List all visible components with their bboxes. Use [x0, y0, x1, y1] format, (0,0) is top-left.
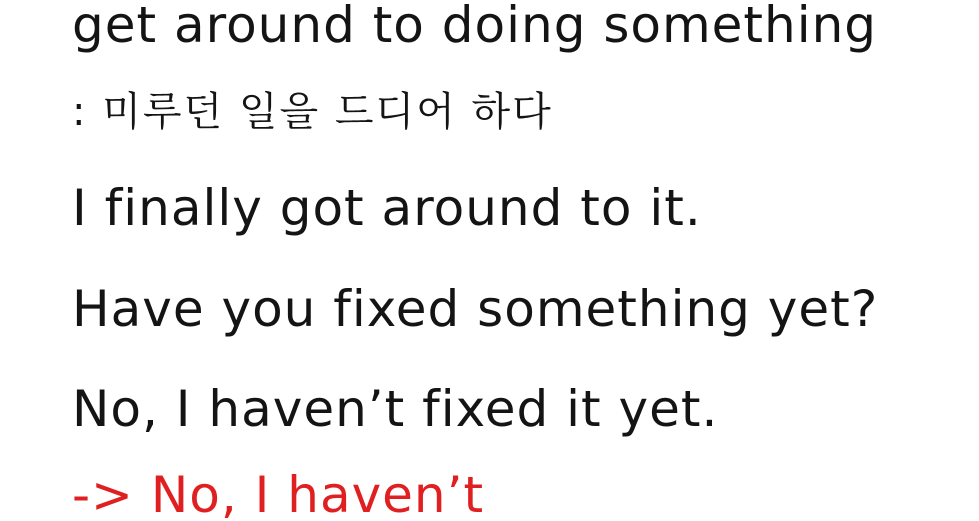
example-sentence-line: I finally got around to it. [72, 179, 702, 237]
answer-line: No, I haven’t fixed it yet. [72, 380, 719, 438]
correction-line: -> No, I haven’t [72, 466, 485, 521]
expression-line: get around to doing something [72, 0, 878, 54]
question-line: Have you fixed something yet? [72, 280, 879, 338]
meaning-line: : 미루던 일을 드디어 하다 [72, 89, 553, 135]
